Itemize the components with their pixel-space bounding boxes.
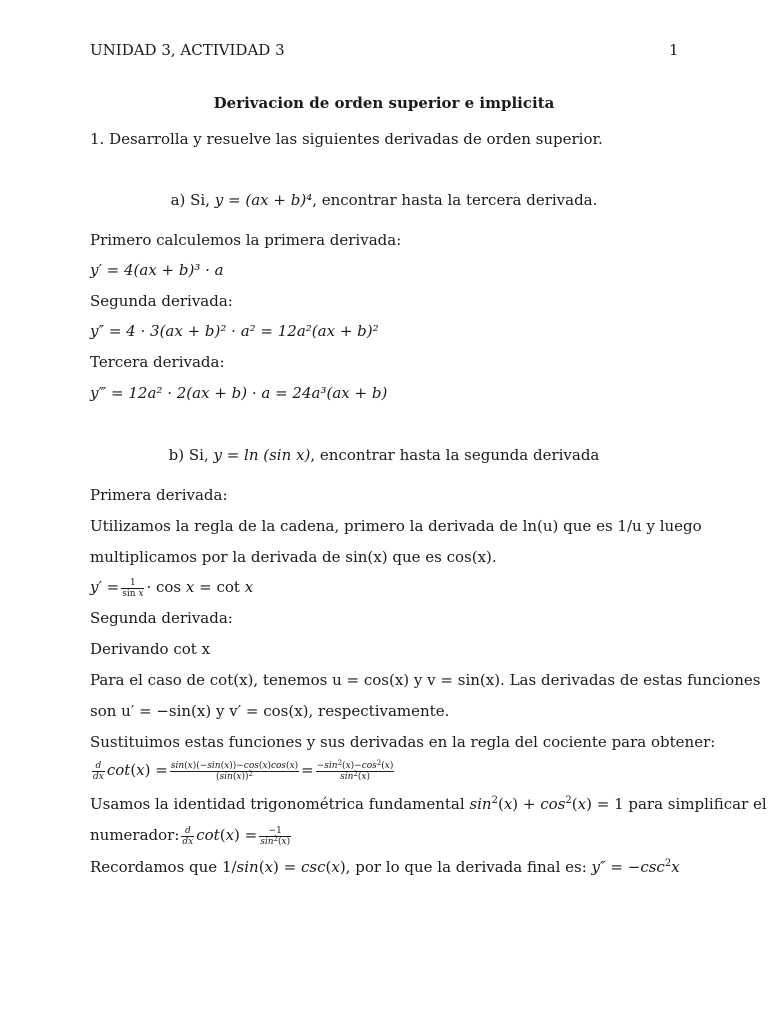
part-a-third-derivative: y‴ = 12a² · 2(ax + b) · a = 24a³(ax + b) [90, 384, 388, 402]
part-b-second-label: Segunda derivada: [90, 609, 233, 627]
part-a-step2-label: Segunda derivada: [90, 292, 233, 310]
part-b-first-derivative: y′ = $\frac{1}{\text{sin x}}$ · cos x = cot x [90, 577, 254, 599]
part-a-second-derivative: y″ = 4 · 3(ax + b)² · a² = 12a²(ax + b)² [90, 322, 379, 340]
case-line-1: Para el caso de cot(x), tenemos u = cos(x) y v = sin(x). Las derivadas de estas funciones [90, 671, 761, 689]
page-number: 1 [669, 41, 679, 59]
question-statement: 1. Desarrolla y resuelve las siguientes derivadas de orden superior. [90, 130, 603, 148]
part-a-step1-label: Primero calculemos la primera derivada: [90, 231, 402, 249]
substitute-line: Sustituimos estas funciones y sus derivadas en la regla del cociente para obtener: [90, 733, 716, 751]
quotient-rule-formula: $\frac{d}{dx}$ cot(x) = $\frac{\sin(x)(-\sin(x))-\cos(x)\cos(x)}{(\sin(x))^2}$ = $\frac{-\sin^2(x)-\cos^2(x)}{\sin^2(x)}$ [93, 758, 394, 782]
case-line-2: son u′ = −sin(x) y v′ = cos(x), respectivamente. [90, 702, 450, 720]
identity-line-1: Usamos la identidad trigonométrica fundamental $\sin^2(x) + \cos^2(x) = 1$ para simplificar el [90, 795, 767, 813]
deriving-cot: Derivando cot x [90, 640, 211, 658]
part-a-statement: a) Si, y = (ax + b)⁴, encontrar hasta la tercera derivada. [170, 191, 598, 209]
part-a-step3-label: Tercera derivada: [90, 353, 225, 371]
document-title: Derivacion de orden superior e implicita [213, 94, 555, 112]
chain-rule-line-2: multiplicamos por la derivada de sin(x) que es cos(x). [90, 548, 497, 566]
part-a-function: y = (ax + b)⁴ [214, 191, 313, 209]
part-a-first-derivative: y′ = 4(ax + b)³ · a [90, 261, 224, 279]
part-b-statement: b) Si, y = ln (sin x), encontrar hasta la segunda derivada [168, 446, 600, 464]
part-b-function: y = ln (sin x) [213, 446, 311, 464]
chain-rule-line-1: Utilizamos la regla de la cadena, primero la derivada de ln(u) que es 1/u y luego [90, 517, 702, 535]
conclusion-line: Recordamos que 1/sin(x) = csc(x), por lo que la derivada final es: $y'' = -\csc^2x$ [90, 858, 680, 876]
identity-line-2: numerador: $\frac{d}{dx}$ cot(x) = $\frac{-1}{\sin^2(x)}$ [90, 825, 291, 847]
part-b-first-label: Primera derivada: [90, 486, 228, 504]
running-header: UNIDAD 3, ACTIVIDAD 3 [90, 41, 285, 59]
